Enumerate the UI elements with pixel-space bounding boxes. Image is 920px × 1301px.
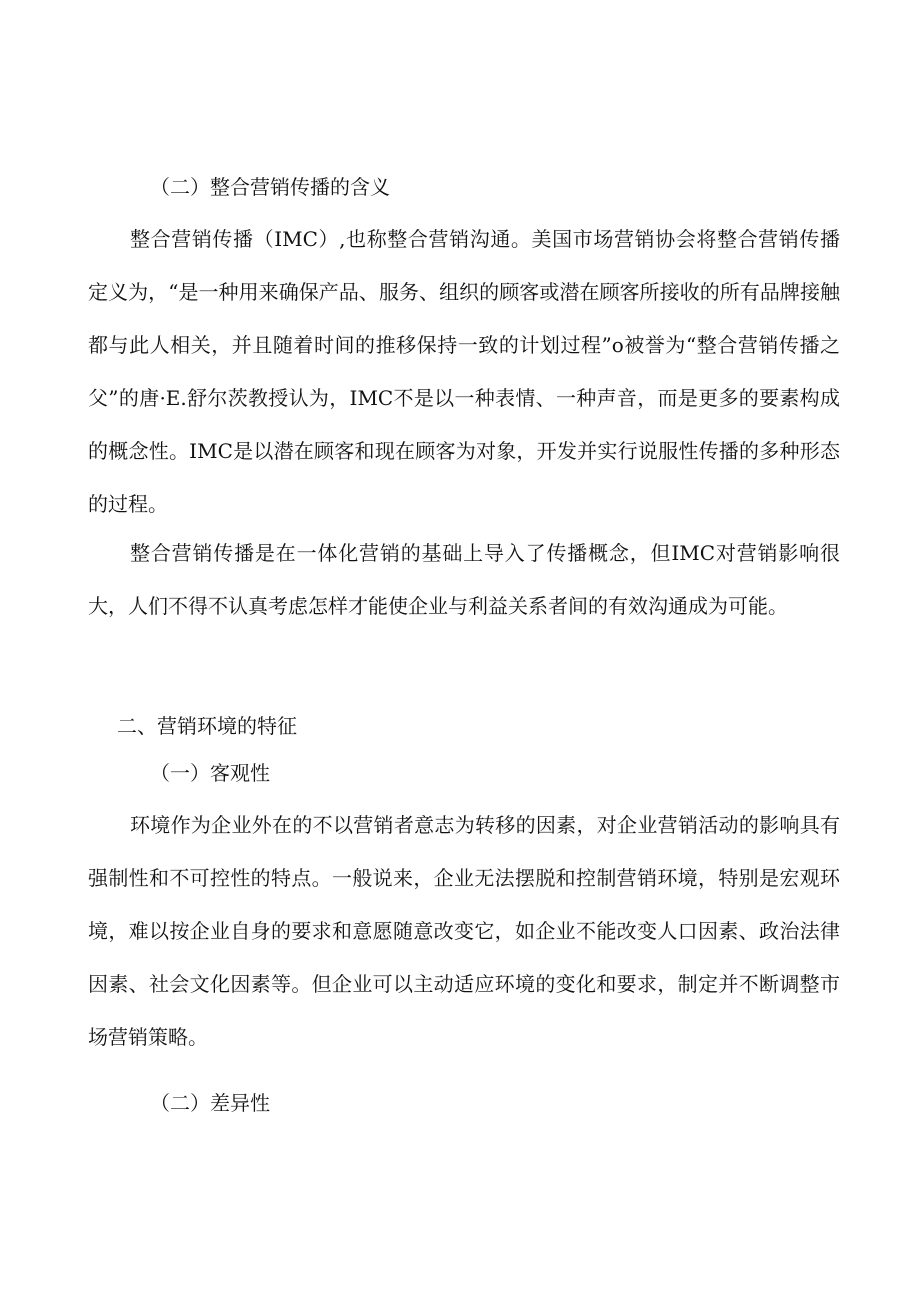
paragraph-imc-definition: 整合营销传播（IMC）,也称整合营销沟通。美国市场营销协会将整合营销传播定义为，“是一种用来确保产品、服务、组织的顾客或潜在顾客所接收的所有品牌接触都与此人相关，并且随着时间的推移保持一致的计划过程”o被誉为“整合营销传播之父”的唐·E.舒尔茨教授认为，IMC不是以一种表情、一种声音，而是更多的要素构成的概念性。IMC是以潜在顾客和现在顾客为对象，开发并实行说服性传播的多种形态的过程。 [88, 227, 840, 516]
section-heading-objectivity: （一）客观性 [150, 761, 270, 785]
paragraph-imc-impact: 整合营销传播是在一体化营销的基础上导入了传播概念，但IMC对营销影响很大，人们不得不认真考虑怎样才能使企业与利益关系者间的有效沟通成为可能。 [88, 541, 840, 618]
section-heading-imc-meaning: （二）整合营销传播的含义 [150, 175, 390, 199]
paragraph-objectivity: 环境作为企业外在的不以营销者意志为转移的因素，对企业营销活动的影响具有强制性和不可控性的特点。一般说来，企业无法摆脱和控制营销环境，特别是宏观环境，难以按企业自身的要求和意愿随意改变它，如企业不能改变人口因素、政治法律因素、社会文化因素等。但企业可以主动适应环境的变化和要求，制定并不断调整市场营销策略。 [88, 813, 840, 1049]
section-heading-env-features: 二、营销环境的特征 [117, 714, 297, 738]
section-heading-difference: （二）差异性 [150, 1091, 270, 1115]
